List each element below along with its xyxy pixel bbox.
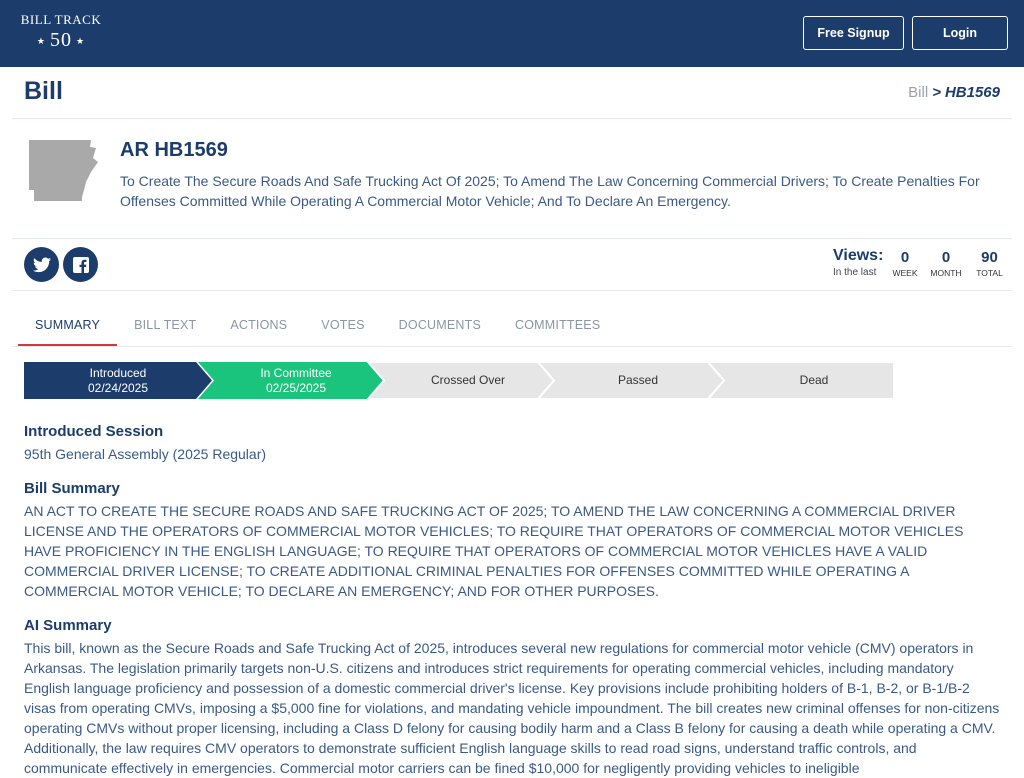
breadcrumb-separator: > (932, 84, 941, 101)
progress-step-passed (536, 362, 724, 399)
tab-votes[interactable]: VOTES (321, 318, 365, 332)
views-month-count: 0 (941, 249, 951, 266)
free-signup-button[interactable]: Free Signup (803, 16, 904, 50)
divider (12, 118, 1012, 119)
bill-title: To Create The Secure Roads And Safe Trucking Act Of 2025; To Amend The Law Concerning Commercial Drivers; To Create Penalties For Offenses Committed While Operating A Commercial Motor Vehicle; And To Declare An Emergency. (120, 173, 980, 209)
divider (12, 290, 1012, 291)
progress-step-crossed-over (366, 362, 554, 399)
bill-progress (24, 362, 894, 399)
step-date: 02/25/2025 (265, 380, 327, 395)
brand-logo[interactable] (16, 12, 106, 52)
views-total-label: TOTAL (976, 268, 1003, 278)
bill-id: AR HB1569 (120, 139, 228, 161)
page-title: Bill (24, 77, 63, 105)
tab-bill-text[interactable]: BILL TEXT (134, 318, 197, 332)
breadcrumb-bill-link[interactable]: Bill (908, 84, 929, 101)
ai-summary-text: This bill, known as the Secure Roads and Safe Trucking Act of 2025, introduces several new regulations for commercial motor vehicle (CMV) operators in Arkansas. The legislation primarily targets non-U.S. citizens and introduces strict requirements for operating commercial vehicles, including mandatory English language proficiency and possession of a domestic commercial driver's license. Key provisions include prohibiting holders of B-1, B-2, or B-1/B-2 visas from operating CMVs, imposing a $5,000 fine for violations, and mandating vehicle impoundment. The bill creates new criminal offenses for non-citizens operating CMVs without proper licensing, including a Class D felony for causing bodily harm and a Class B felony for causing a death while operating a CMV. Additionally, the law requires CMV operators to demonstrate sufficient English language skills to read road signs, understand traffic controls, and communicate effectively in emergencies. Commercial motor carriers can be fined $10,000 for negligently providing vehicles to ineligible (24, 640, 1000, 776)
brand-line2: 50 (50, 29, 72, 51)
session-heading: Introduced Session (24, 423, 164, 440)
views-week-label: WEEK (892, 268, 918, 278)
star-icon: ★ (36, 36, 46, 47)
breadcrumb (908, 84, 1000, 101)
ai-summary-heading: AI Summary (24, 617, 112, 634)
views-month (927, 249, 965, 278)
divider (12, 238, 1012, 239)
star-icon: ★ (76, 36, 86, 47)
facebook-icon (73, 257, 89, 273)
tab-summary[interactable]: SUMMARY (18, 309, 117, 346)
brand-line1: BILL TRACK (20, 12, 102, 27)
twitter-icon (33, 257, 51, 273)
bill-summary-text: AN ACT TO CREATE THE SECURE ROADS AND SAFE TRUCKING ACT OF 2025; TO AMEND THE LAW CONCERNING A COMMERCIAL DRIVER LICENSE AND THE OPERATORS OF COMMERCIAL MOTOR VEHICLES; TO REQUIRE THAT OPERATORS OF COMMERCIAL MOTOR VEHICLES HAVE PROFICIENCY IN THE ENGLISH LANGUAGE; TO REQUIRE THAT OPERATORS OF COMMERCIAL MOTOR VEHICLES HAVE A VALID COMMERCIAL DRIVER LICENSE; TO CREATE ADDITIONAL CRIMINAL PENALTIES FOR OFFENSES COMMITTED WHILE OPERATING A COMMERCIAL MOTOR VEHICLE; TO DECLARE AN EMERGENCY; AND FOR OTHER PURPOSES. (24, 503, 964, 599)
progress-step-in-committee (196, 362, 384, 399)
divider (12, 346, 1012, 347)
login-button[interactable]: Login (912, 16, 1008, 50)
bill-tabs (18, 309, 617, 346)
bill-summary-heading: Bill Summary (24, 480, 120, 497)
session-text: 95th General Assembly (2025 Regular) (24, 446, 267, 462)
progress-step-dead (706, 362, 894, 399)
step-label: Passed (617, 373, 659, 387)
views-total-count: 90 (981, 249, 998, 266)
views-label: Views: (833, 247, 884, 264)
tab-committees[interactable]: COMMITTEES (515, 318, 601, 332)
step-label: Introduced (89, 365, 147, 380)
views-month-label: MONTH (930, 268, 962, 278)
facebook-share-button[interactable] (63, 247, 98, 282)
views-week-count: 0 (900, 249, 910, 266)
views-total (973, 249, 1006, 278)
twitter-share-button[interactable] (24, 247, 59, 282)
tab-documents[interactable]: DOCUMENTS (398, 318, 482, 332)
step-date: 02/24/2025 (87, 380, 149, 395)
breadcrumb-current: HB1569 (944, 84, 1000, 101)
step-label: Crossed Over (430, 373, 506, 387)
views-week (892, 249, 918, 278)
progress-step-introduced (24, 362, 212, 399)
tab-actions[interactable]: ACTIONS (230, 318, 288, 332)
step-label: Dead (799, 373, 829, 387)
arkansas-state-icon (27, 138, 99, 202)
views-sublabel: In the last (833, 267, 877, 278)
top-bar (0, 0, 1024, 67)
step-label: In Committee (260, 365, 332, 380)
